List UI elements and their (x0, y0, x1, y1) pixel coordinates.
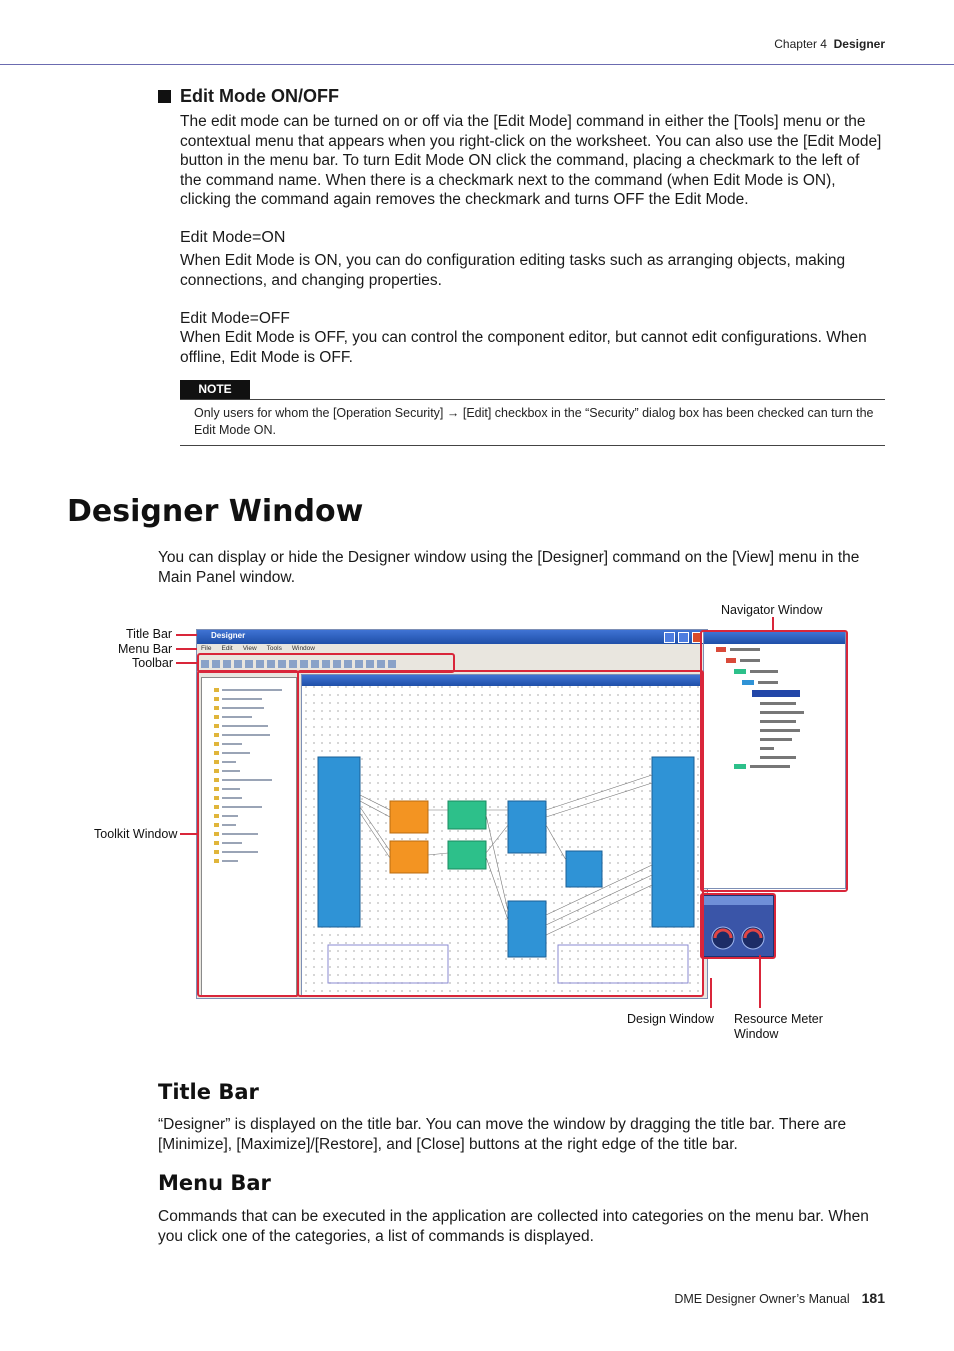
minimize-icon[interactable] (664, 632, 675, 643)
note-text: Only users for whom the [Operation Security] → [Edit] checkbox in the “Security” dialog box has been checked can turn the Edit Mode ON. (194, 406, 874, 437)
toolkit-highlight (197, 670, 299, 997)
resource-meter-highlight (700, 893, 776, 959)
edit-mode-on-title: Edit Mode=ON (180, 229, 286, 246)
callout-toolkit-window: Toolkit Window (94, 827, 178, 841)
callout-title-bar: Title Bar (126, 627, 173, 641)
edit-mode-body: The edit mode can be turned on or off via the [Edit Mode] command in either the [Tools] menu or the contextual menu that appears when you right-click on the worksheet. You can also use the [Edit Mode] button in the menu bar. To turn Edit Mode ON click the command, placing a checkmark to the left of the command name. When there is a checkmark next to the command (when Edit Mode is ON), clicking the command again removes the checkmark and turns OFF the Edit Mode. (180, 113, 882, 208)
design-window-highlight (297, 670, 704, 997)
designer-window-intro: You can display or hide the Designer window using the [Designer] command on the [View] menu in the Main Panel window. (158, 549, 860, 586)
page-number: 181 (861, 1290, 885, 1306)
menu-bar-body: Commands that can be executed in the application are collected into categories on the menu bar. When you click one of the categories, a list of commands is displayed. (158, 1208, 869, 1245)
navigator-highlight (700, 630, 848, 892)
title-bar-body: “Designer” is displayed on the title bar. You can move the window by dragging the title bar. There are [Minimize], [Maximize]/[Restore], and [Close] buttons at the right edge of the title bar. (158, 1116, 847, 1153)
square-bullet-icon (158, 90, 171, 103)
title-bar-heading: Title Bar (158, 1080, 259, 1104)
navigator-leader (772, 617, 774, 631)
maximize-icon[interactable] (678, 632, 689, 643)
callout-menu-bar: Menu Bar (118, 642, 173, 656)
menu-file[interactable]: File (201, 645, 212, 652)
note-label: NOTE (180, 380, 250, 399)
note-bottom-rule (180, 445, 885, 446)
header-rule (0, 64, 954, 65)
designer-window-heading: Designer Window (67, 494, 364, 529)
callout-design-window: Design Window (627, 1012, 714, 1026)
edit-mode-on-body: When Edit Mode is ON, you can do configuration editing tasks such as arranging objects, making connections, and changing properties. (180, 252, 846, 289)
chapter-name: Designer (833, 37, 885, 51)
chapter-number: Chapter 4 (774, 37, 827, 51)
manual-title: DME Designer Owner’s Manual (674, 1292, 850, 1306)
menu-window[interactable]: Window (291, 645, 315, 652)
chapter-header (774, 37, 885, 51)
page-footer (674, 1290, 885, 1306)
note-top-rule (180, 399, 885, 400)
edit-mode-off-title: Edit Mode=OFF (180, 310, 290, 327)
menu-edit[interactable]: Edit (221, 645, 233, 652)
menu-bar-leader (176, 648, 197, 650)
callout-toolbar: Toolbar (132, 656, 173, 670)
callout-resource-meter-window: Resource Meter Window (734, 1012, 823, 1041)
toolkit-leader (180, 833, 198, 835)
menu-tools[interactable]: Tools (266, 645, 282, 652)
toolbar-leader (176, 662, 197, 664)
menu-bar-heading: Menu Bar (158, 1171, 271, 1195)
edit-mode-off-body: When Edit Mode is OFF, you can control the component editor, but cannot edit configurations. When offline, Edit Mode is OFF. (180, 329, 867, 366)
design-window-leader (710, 978, 712, 1008)
resource-meter-leader (759, 955, 761, 1008)
title-bar-leader (176, 634, 197, 636)
designer-title-text: Designer (211, 631, 246, 640)
edit-mode-heading-text: Edit Mode ON/OFF (180, 86, 339, 106)
callout-navigator-window: Navigator Window (721, 603, 823, 617)
menu-view[interactable]: View (242, 645, 257, 652)
edit-mode-heading (158, 86, 339, 107)
designer-title-bar[interactable] (197, 630, 707, 644)
